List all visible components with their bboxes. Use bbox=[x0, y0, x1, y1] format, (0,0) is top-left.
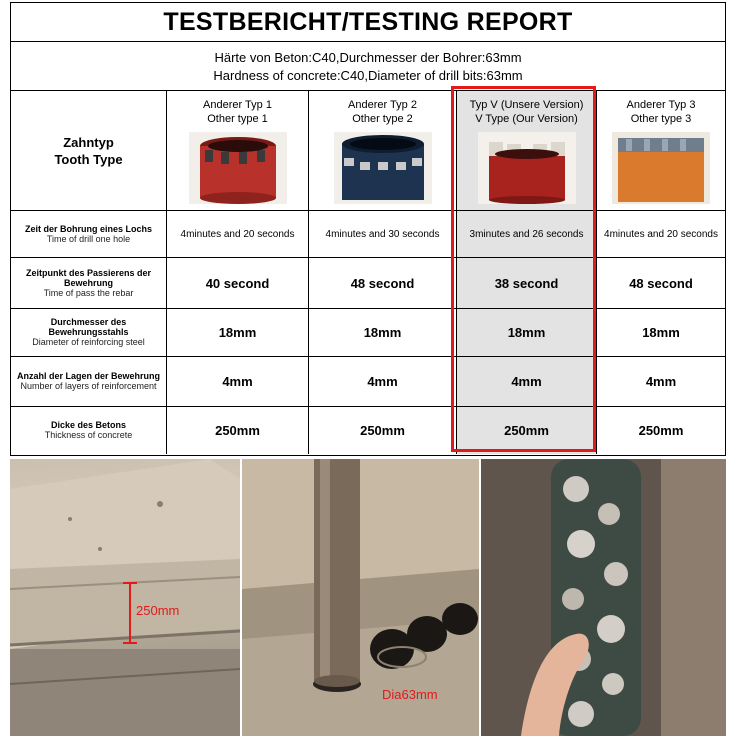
cell-steel-diameter-type-v: 18mm bbox=[457, 309, 597, 357]
row-label-rebar-time bbox=[11, 258, 167, 309]
cell-steel-diameter-type-3: 18mm bbox=[597, 309, 725, 357]
cell-rebar-time-type-v: 38 second bbox=[457, 258, 597, 309]
concrete-slab-illustration bbox=[10, 459, 240, 736]
row-label-drill-time bbox=[11, 211, 167, 258]
drilled-holes-illustration bbox=[242, 459, 479, 736]
tooth-type-header bbox=[11, 91, 167, 211]
type-2-de: Anderer Typ 2 bbox=[348, 98, 417, 111]
comparison-grid bbox=[11, 91, 725, 455]
type-1-de: Anderer Typ 1 bbox=[203, 98, 272, 111]
concrete-core-illustration bbox=[481, 459, 726, 736]
cell-rebar-time-type-3: 48 second bbox=[597, 258, 725, 309]
drill-bit-image-type-2 bbox=[334, 132, 432, 204]
tooth-type-de: Zahntyp bbox=[63, 134, 114, 150]
type-header-3 bbox=[597, 91, 725, 211]
type-ours-en: V Type (Our Version) bbox=[475, 112, 578, 125]
cell-drill-time-type-3: 4minutes and 20 seconds bbox=[597, 211, 725, 258]
row-label-steel-diameter bbox=[11, 309, 167, 357]
type-ours-de: Typ V (Unsere Version) bbox=[469, 98, 584, 111]
photo-concrete-core bbox=[481, 459, 726, 736]
row-label-en: Thickness of concrete bbox=[44, 430, 133, 440]
row-label-de: Zeit der Bohrung eines Lochs bbox=[24, 223, 152, 234]
cell-rebar-layers-type-2: 4mm bbox=[309, 357, 457, 407]
type-header-ours bbox=[457, 91, 597, 211]
cell-concrete-thickness-type-v: 250mm bbox=[457, 407, 597, 454]
thickness-annotation: 250mm bbox=[136, 603, 180, 618]
cell-rebar-time-type-2: 48 second bbox=[309, 258, 457, 309]
testing-report-table bbox=[10, 2, 726, 456]
cell-rebar-layers-type-v: 4mm bbox=[457, 357, 597, 407]
type-3-en: Other type 3 bbox=[630, 112, 692, 125]
subtitle-de: Härte von Beton:C40,Durchmesser der Bohrer:63mm bbox=[214, 50, 522, 65]
cell-rebar-layers-type-1: 4mm bbox=[167, 357, 309, 407]
test-photos bbox=[10, 459, 726, 736]
cell-rebar-time-type-1: 40 second bbox=[167, 258, 309, 309]
cell-concrete-thickness-type-3: 250mm bbox=[638, 423, 684, 438]
cell-drill-time-type-2: 4minutes and 30 seconds bbox=[309, 211, 457, 258]
type-header-2 bbox=[309, 91, 457, 211]
row-label-en: Time of pass the rebar bbox=[43, 287, 134, 298]
drill-bit-image-type-v bbox=[478, 132, 576, 204]
row-label-de: Dicke des Betons bbox=[50, 420, 127, 430]
cell-rebar-layers-type-3: 4mm bbox=[597, 357, 725, 407]
drill-bit-image-type-1 bbox=[189, 132, 287, 204]
cell-steel-diameter-type-2: 18mm bbox=[309, 309, 457, 357]
cell-concrete-thickness-type-2: 250mm bbox=[309, 407, 457, 454]
row-label-de: Zeitpunkt des Passierens der Bewehrung bbox=[25, 267, 152, 288]
cell-steel-diameter-type-1: 18mm bbox=[167, 309, 309, 357]
cell-drill-time-type-v: 3minutes and 26 seconds bbox=[457, 211, 597, 258]
drill-bit-image-type-3 bbox=[612, 132, 710, 204]
diameter-annotation: Dia63mm bbox=[382, 687, 438, 702]
photo-concrete-slab bbox=[10, 459, 240, 736]
subtitle-en: Hardness of concrete:C40,Diameter of drill bits:63mm bbox=[213, 68, 523, 83]
type-header-1 bbox=[167, 91, 309, 211]
type-1-en: Other type 1 bbox=[207, 112, 268, 125]
type-2-en: Other type 2 bbox=[352, 112, 413, 125]
report-title: TESTBERICHT/TESTING REPORT bbox=[11, 3, 725, 42]
cell-concrete-thickness-type-1: 250mm bbox=[167, 407, 309, 454]
photo-drilled-holes bbox=[242, 459, 479, 736]
row-label-en: Diameter of reinforcing steel bbox=[32, 337, 145, 347]
row-label-en: Number of layers of reinforcement bbox=[20, 381, 157, 391]
row-label-rebar-layers bbox=[11, 357, 167, 407]
tooth-type-en: Tooth Type bbox=[54, 151, 123, 167]
type-3-de: Anderer Typ 3 bbox=[626, 98, 696, 111]
row-label-en: Time of drill one hole bbox=[46, 233, 131, 244]
report-subtitle bbox=[11, 41, 725, 91]
row-label-de: Durchmesser des Bewehrungsstahls bbox=[48, 317, 129, 337]
row-label-de: Anzahl der Lagen der Bewehrung bbox=[16, 371, 161, 381]
row-label-concrete-thickness bbox=[11, 407, 167, 454]
cell-drill-time-type-1: 4minutes and 20 seconds bbox=[167, 211, 309, 258]
